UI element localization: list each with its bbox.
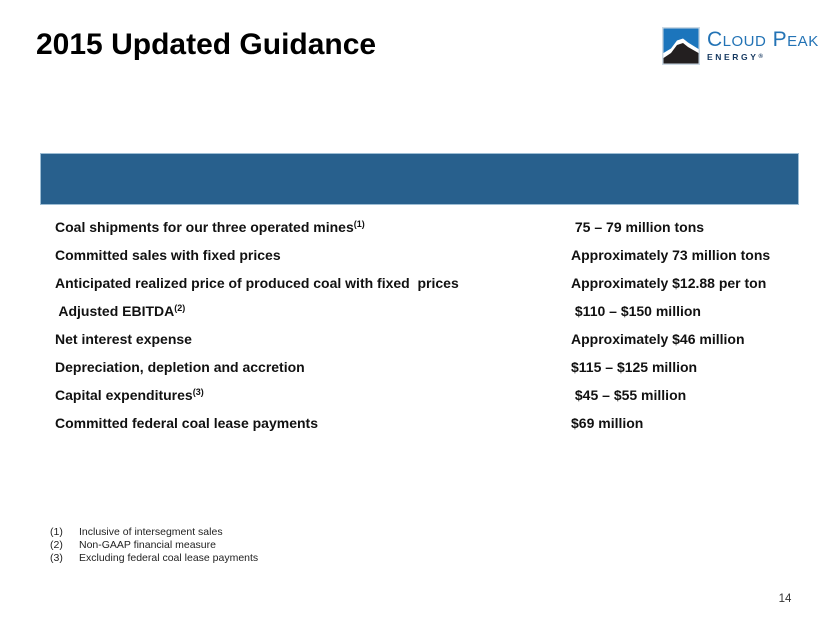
guidance-table [40, 213, 810, 437]
table-row [40, 213, 810, 241]
row-label-text: Depreciation, depletion and accretion [55, 359, 305, 375]
footnote-marker: (2) [50, 538, 63, 551]
row-label [40, 247, 571, 263]
row-label-text: Committed sales with fixed prices [55, 247, 281, 263]
footnote-ref: (1) [353, 219, 365, 229]
row-label-text: Capital expenditures [55, 387, 193, 403]
row-label [40, 331, 571, 347]
table-row [40, 297, 810, 325]
logo-energy-word: ENERGY [707, 52, 759, 62]
row-label [40, 415, 571, 431]
footnote-ref: (3) [192, 387, 204, 397]
table-row [40, 353, 810, 381]
footnote-line [50, 551, 258, 564]
row-value: $69 million [571, 415, 644, 431]
table-row [40, 409, 810, 437]
section-banner [40, 153, 799, 205]
footnotes [50, 525, 258, 564]
page-title: 2015 Updated Guidance [36, 28, 377, 61]
row-value: Approximately 73 million tons [571, 247, 771, 263]
row-label-text: Committed federal coal lease payments [55, 415, 318, 431]
row-value: 75 – 79 million tons [571, 219, 705, 235]
row-value: Approximately $12.88 per ton [571, 275, 767, 291]
row-label-text: Anticipated realized price of produced coal with fixed prices [55, 275, 459, 291]
footnote-line [50, 538, 258, 551]
row-label [40, 387, 571, 403]
footnote-marker: (3) [50, 551, 63, 564]
footnote-text: Non-GAAP financial measure [79, 538, 216, 551]
footnote-ref: (2) [174, 303, 186, 313]
row-label-text: Net interest expense [55, 331, 192, 347]
mountain-peak-icon [662, 27, 700, 65]
row-value: Approximately $46 million [571, 331, 745, 347]
table-row [40, 269, 810, 297]
row-value: $110 – $150 million [571, 303, 701, 319]
footnote-marker: (1) [50, 525, 63, 538]
row-value: $115 – $125 million [571, 359, 698, 375]
row-label [40, 303, 571, 319]
footnote-text: Inclusive of intersegment sales [79, 525, 223, 538]
registered-mark: ® [758, 54, 763, 60]
logo-sub-name [707, 52, 819, 62]
cloud-peak-energy-logo [662, 27, 819, 65]
logo-brand-name: Cloud Peak [707, 28, 819, 51]
table-row [40, 381, 810, 409]
row-label [40, 219, 571, 235]
row-label [40, 359, 571, 375]
footnote-line [50, 525, 258, 538]
row-label-text: Coal shipments for our three operated mines [55, 219, 354, 235]
row-label-text: Adjusted EBITDA [55, 303, 175, 319]
logo-text [707, 27, 819, 62]
table-row [40, 325, 810, 353]
footnote-text: Excluding federal coal lease payments [79, 551, 259, 564]
table-row [40, 241, 810, 269]
row-label [40, 275, 571, 291]
row-value: $45 – $55 million [571, 387, 687, 403]
page-number: 14 [778, 593, 792, 605]
